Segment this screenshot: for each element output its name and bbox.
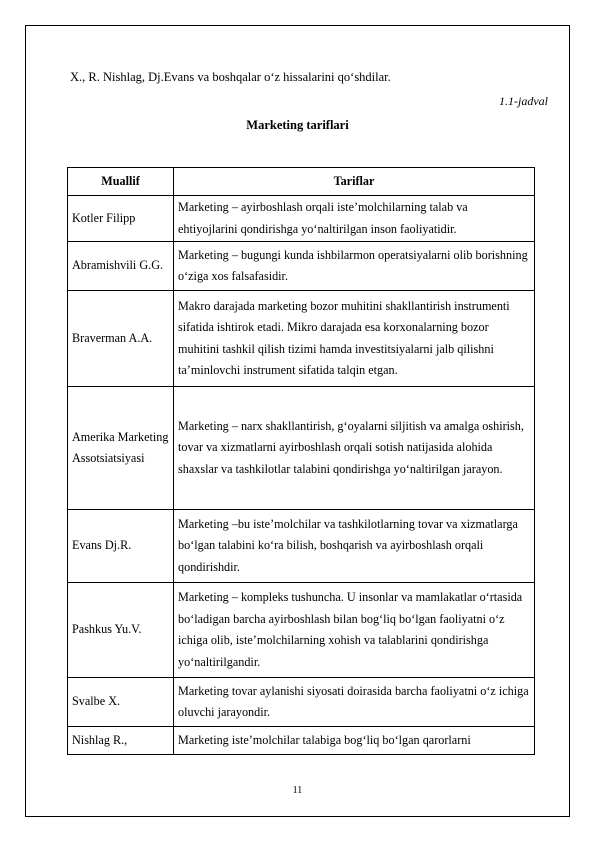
intro-text: X., R. Nishlag, Dj.Evans va boshqalar o‘z hissalarini qo‘shdilar. xyxy=(70,70,391,84)
definition-cell: Marketing – narx shakllantirish, g‘oyalarni siljitish va amalga oshirish, tovar va xizmatlarni ayirboshlash orqali sotish natijasida alohida shaxslar va tashkilotlar talabini qondirishga yo‘naltirilgan jarayon. xyxy=(174,387,535,510)
table-row xyxy=(68,291,535,387)
table-row xyxy=(68,583,535,678)
author-cell: Kotler Filipp xyxy=(68,196,174,242)
author-cell: Svalbe X. xyxy=(68,678,174,727)
definition-cell: Makro darajada marketing bozor muhitini shakllantirish instrumenti sifatida ishtirok etadi. Mikro darajada esa korxonalarning bozor muhitini tashkil qilish tizimi hamda investitsiyalarni jalb qilishni ta’minlovchi instrument sifatida talqin etgan. xyxy=(174,291,535,387)
table-row xyxy=(68,678,535,727)
definition-cell: Marketing – bugungi kunda ishbilarmon operatsiyalarni olib borishning o‘ziga xos falsafasidir. xyxy=(174,242,535,291)
definition-cell: Marketing iste’molchilar talabiga bog‘liq bo‘lgan qarorlarni xyxy=(174,727,535,755)
author-cell: Pashkus Yu.V. xyxy=(68,583,174,678)
definition-cell: Marketing – ayirboshlash orqali iste’molchilarning talab va ehtiyojlarini qondirishga yo‘naltirilgan inson faoliyatidir. xyxy=(174,196,535,242)
table-row xyxy=(68,510,535,583)
author-cell: Evans Dj.R. xyxy=(68,510,174,583)
definition-cell: Marketing tovar aylanishi siyosati doirasida barcha faoliyatni o‘z ichiga oluvchi jarayondir. xyxy=(174,678,535,727)
author-cell: Abramishvili G.G. xyxy=(68,242,174,291)
header-author: Muallif xyxy=(68,168,174,196)
author-cell: Amerika Marketing Assotsiatsiyasi xyxy=(68,387,174,510)
definition-cell: Marketing –bu iste’molchilar va tashkilotlarning tovar va xizmatlarga bo‘lgan talabini ko‘ra bilish, boshqarish va ayirboshlash orqali qondirishdir. xyxy=(174,510,535,583)
table-title: Marketing tariflari xyxy=(246,118,349,132)
header-definitions: Tariflar xyxy=(174,168,535,196)
page-number: 11 xyxy=(292,785,303,796)
table-row xyxy=(68,196,535,242)
definition-cell: Marketing – kompleks tushuncha. U insonlar va mamlakatlar o‘rtasida bo‘ladigan barcha ayirboshlash bilan bog‘liq bo‘lgan faoliyatni o‘z ichiga olib, iste’molchilarning xohish va talablarini qondirishga yo‘naltirilgandir. xyxy=(174,583,535,678)
table-row xyxy=(68,387,535,510)
table-row xyxy=(68,242,535,291)
definitions-table xyxy=(67,167,535,755)
table-header-row xyxy=(68,168,535,196)
author-cell: Nishlag R., xyxy=(68,727,174,755)
author-cell: Braverman A.A. xyxy=(68,291,174,387)
table-number: 1.1-jadval xyxy=(499,94,548,108)
table-row xyxy=(68,727,535,755)
